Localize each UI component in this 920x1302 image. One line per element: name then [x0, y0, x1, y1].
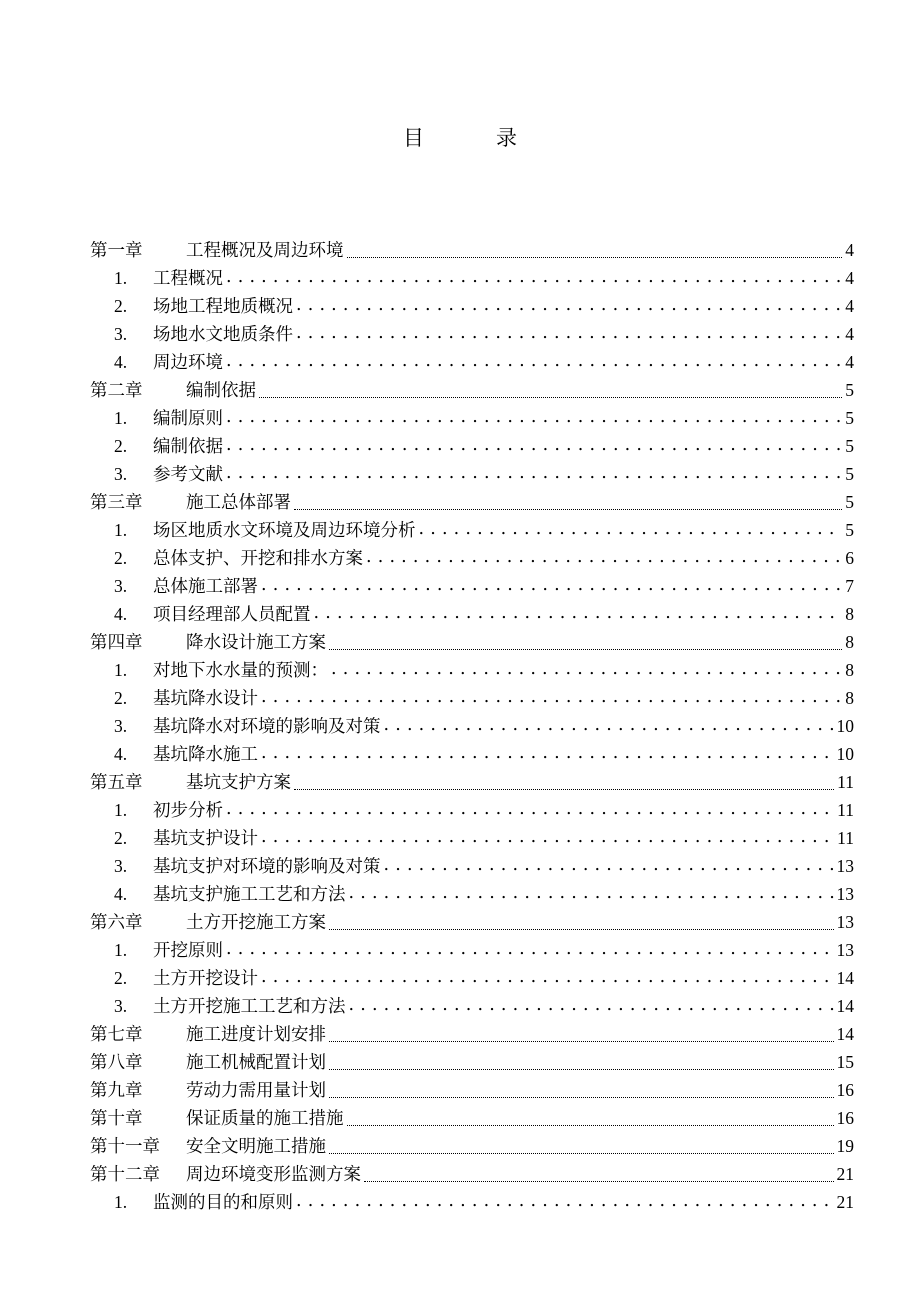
page-number: 13	[836, 856, 854, 876]
page-number: 19	[836, 1136, 854, 1156]
toc-section-entry[interactable]	[90, 264, 854, 292]
dot-leader	[226, 459, 842, 487]
dot-leader	[226, 431, 842, 459]
section-number: 1.	[114, 940, 128, 960]
dot-leader	[296, 319, 842, 347]
dot-leader	[226, 795, 834, 823]
dot-leader	[347, 1124, 834, 1126]
entry-title: 编制原则	[153, 409, 223, 429]
dot-leader	[261, 571, 842, 599]
entry-title: 施工进度计划安排	[186, 1025, 326, 1045]
dot-leader	[384, 711, 834, 739]
page-number: 21	[836, 1164, 854, 1184]
page-number: 8	[845, 660, 854, 680]
entry-title: 土方开挖施工方案	[186, 913, 326, 933]
page-number: 13	[836, 940, 854, 960]
toc-section-entry[interactable]	[90, 740, 854, 768]
page-number: 4	[845, 324, 854, 344]
entry-title: 项目经理部人员配置	[153, 605, 311, 625]
dot-leader	[331, 655, 842, 683]
page-number: 13	[836, 884, 854, 904]
toc-chapter-entry[interactable]	[90, 1104, 854, 1132]
section-number: 4.	[114, 352, 128, 372]
dot-leader	[349, 991, 834, 1019]
dot-leader	[329, 1152, 834, 1154]
section-number: 4.	[114, 884, 128, 904]
page-number: 14	[836, 1024, 854, 1044]
section-number: 1.	[114, 660, 128, 680]
page-number: 14	[836, 996, 854, 1016]
page-number: 11	[837, 772, 854, 792]
page-number: 4	[845, 240, 854, 260]
toc-section-entry[interactable]	[90, 796, 854, 824]
section-number: 2.	[114, 688, 128, 708]
page-number: 5	[845, 464, 854, 484]
dot-leader	[314, 599, 843, 627]
toc-chapter-entry[interactable]	[90, 376, 854, 404]
chapter-number: 第一章	[90, 241, 143, 261]
dot-leader	[294, 508, 842, 510]
toc-section-entry[interactable]	[90, 600, 854, 628]
toc-section-entry[interactable]	[90, 404, 854, 432]
entry-title: 周边环境变形监测方案	[186, 1165, 361, 1185]
page-number: 10	[836, 716, 854, 736]
entry-title: 初步分析	[153, 801, 223, 821]
toc-section-entry[interactable]	[90, 936, 854, 964]
section-number: 2.	[114, 296, 128, 316]
entry-title: 施工机械配置计划	[186, 1053, 326, 1073]
entry-title: 工程概况及周边环境	[186, 241, 344, 261]
entry-title: 安全文明施工措施	[186, 1137, 326, 1157]
page-number: 14	[836, 968, 854, 988]
chapter-number: 第六章	[90, 913, 143, 933]
section-number: 1.	[114, 520, 128, 540]
page-number: 5	[845, 436, 854, 456]
toc-section-entry[interactable]	[90, 880, 854, 908]
page-number: 11	[837, 828, 854, 848]
entry-title: 监测的目的和原则	[153, 1193, 293, 1213]
dot-leader	[226, 347, 842, 375]
section-number: 3.	[114, 324, 128, 344]
toc-section-entry[interactable]	[90, 684, 854, 712]
page-number: 16	[836, 1080, 854, 1100]
toc-section-entry[interactable]	[90, 516, 854, 544]
toc-chapter-entry[interactable]	[90, 1020, 854, 1048]
chapter-number: 第七章	[90, 1025, 143, 1045]
entry-title: 基坑支护设计	[153, 829, 258, 849]
entry-title: 基坑降水对环境的影响及对策	[153, 717, 381, 737]
chapter-number: 第二章	[90, 381, 143, 401]
entry-title: 施工总体部署	[186, 493, 291, 513]
page-number: 8	[845, 688, 854, 708]
dot-leader	[296, 291, 842, 319]
section-number: 1.	[114, 408, 128, 428]
table-of-contents	[90, 236, 854, 1216]
page-number: 5	[845, 408, 854, 428]
entry-title: 编制依据	[153, 437, 223, 457]
section-number: 2.	[114, 548, 128, 568]
entry-title: 参考文献	[153, 465, 223, 485]
section-number: 4.	[114, 604, 128, 624]
dot-leader	[364, 1180, 834, 1182]
dot-leader	[261, 683, 842, 711]
page-number: 8	[845, 604, 854, 624]
page-number: 5	[845, 492, 854, 512]
entry-title: 总体支护、开挖和排水方案	[153, 549, 363, 569]
toc-section-entry[interactable]	[90, 320, 854, 348]
toc-section-entry[interactable]	[90, 348, 854, 376]
dot-leader	[259, 396, 842, 398]
section-number: 4.	[114, 744, 128, 764]
dot-leader	[261, 823, 834, 851]
dot-leader	[384, 851, 834, 879]
toc-section-entry[interactable]	[90, 964, 854, 992]
dot-leader	[261, 739, 834, 767]
section-number: 3.	[114, 996, 128, 1016]
toc-chapter-entry[interactable]	[90, 1160, 854, 1188]
section-number: 1.	[114, 800, 128, 820]
dot-leader	[226, 403, 842, 431]
entry-title: 土方开挖设计	[153, 969, 258, 989]
toc-chapter-entry[interactable]	[90, 236, 854, 264]
section-number: 3.	[114, 856, 128, 876]
chapter-number: 第四章	[90, 633, 143, 653]
dot-leader	[294, 788, 834, 790]
page-number: 4	[845, 268, 854, 288]
page-number: 7	[845, 576, 854, 596]
toc-section-entry[interactable]	[90, 852, 854, 880]
chapter-number: 第十章	[90, 1109, 143, 1129]
dot-leader	[226, 263, 842, 291]
toc-chapter-entry[interactable]	[90, 1132, 854, 1160]
toc-section-entry[interactable]	[90, 572, 854, 600]
chapter-number: 第五章	[90, 773, 143, 793]
page-number: 5	[845, 380, 854, 400]
page-number: 5	[845, 520, 854, 540]
chapter-number: 第十一章	[90, 1137, 160, 1157]
entry-title: 降水设计施工方案	[186, 633, 326, 653]
toc-section-entry[interactable]	[90, 544, 854, 572]
toc-chapter-entry[interactable]	[90, 628, 854, 656]
page-number: 15	[836, 1052, 854, 1072]
toc-section-entry[interactable]	[90, 824, 854, 852]
toc-chapter-entry[interactable]	[90, 1076, 854, 1104]
entry-title: 编制依据	[186, 381, 256, 401]
page-number: 4	[845, 296, 854, 316]
toc-section-entry[interactable]	[90, 992, 854, 1020]
dot-leader	[329, 928, 834, 930]
section-number: 3.	[114, 464, 128, 484]
dot-leader	[349, 879, 834, 907]
page-number: 6	[845, 548, 854, 568]
entry-title: 基坑降水设计	[153, 689, 258, 709]
entry-title: 开挖原则	[153, 941, 223, 961]
dot-leader	[347, 256, 843, 258]
page-number: 11	[837, 800, 854, 820]
entry-title: 保证质量的施工措施	[186, 1109, 344, 1129]
page-number: 10	[836, 744, 854, 764]
dot-leader	[226, 935, 834, 963]
section-number: 1.	[114, 268, 128, 288]
entry-title: 基坑支护方案	[186, 773, 291, 793]
toc-chapter-entry[interactable]	[90, 768, 854, 796]
entry-title: 场区地质水文环境及周边环境分析	[153, 521, 416, 541]
page-number: 8	[845, 632, 854, 652]
dot-leader	[296, 1187, 834, 1215]
entry-title: 基坑支护施工工艺和方法	[153, 885, 346, 905]
entry-title: 土方开挖施工工艺和方法	[153, 997, 346, 1017]
section-number: 2.	[114, 828, 128, 848]
toc-chapter-entry[interactable]	[90, 1048, 854, 1076]
dot-leader	[261, 963, 834, 991]
toc-section-entry[interactable]	[90, 432, 854, 460]
chapter-number: 第三章	[90, 493, 143, 513]
entry-title: 周边环境	[153, 353, 223, 373]
page-number: 21	[836, 1192, 854, 1212]
toc-title-char-2: 录	[496, 126, 517, 150]
toc-section-entry[interactable]	[90, 460, 854, 488]
toc-chapter-entry[interactable]	[90, 488, 854, 516]
dot-leader	[329, 1096, 834, 1098]
dot-leader	[329, 1040, 834, 1042]
toc-section-entry[interactable]	[90, 712, 854, 740]
dot-leader	[366, 543, 842, 571]
entry-title: 基坑降水施工	[153, 745, 258, 765]
toc-chapter-entry[interactable]	[90, 908, 854, 936]
chapter-number: 第十二章	[90, 1165, 160, 1185]
chapter-number: 第八章	[90, 1053, 143, 1073]
entry-title: 场地水文地质条件	[153, 325, 293, 345]
entry-title: 工程概况	[153, 269, 223, 289]
section-number: 1.	[114, 1192, 128, 1212]
page-number: 16	[836, 1108, 854, 1128]
chapter-number: 第九章	[90, 1081, 143, 1101]
dot-leader	[329, 648, 842, 650]
section-number: 2.	[114, 968, 128, 988]
toc-title-char-1: 目	[403, 126, 424, 150]
entry-title: 劳动力需用量计划	[186, 1081, 326, 1101]
section-number: 2.	[114, 436, 128, 456]
dot-leader	[419, 515, 843, 543]
toc-section-entry[interactable]	[90, 292, 854, 320]
toc-section-entry[interactable]	[90, 1188, 854, 1216]
toc-section-entry[interactable]	[90, 656, 854, 684]
page-number: 4	[845, 352, 854, 372]
page-number: 13	[836, 912, 854, 932]
entry-title: 总体施工部署	[153, 577, 258, 597]
section-number: 3.	[114, 716, 128, 736]
entry-title: 对地下水水量的预测：	[153, 661, 328, 681]
entry-title: 场地工程地质概况	[153, 297, 293, 317]
entry-title: 基坑支护对环境的影响及对策	[153, 857, 381, 877]
toc-title	[0, 122, 920, 152]
dot-leader	[329, 1068, 834, 1070]
section-number: 3.	[114, 576, 128, 596]
